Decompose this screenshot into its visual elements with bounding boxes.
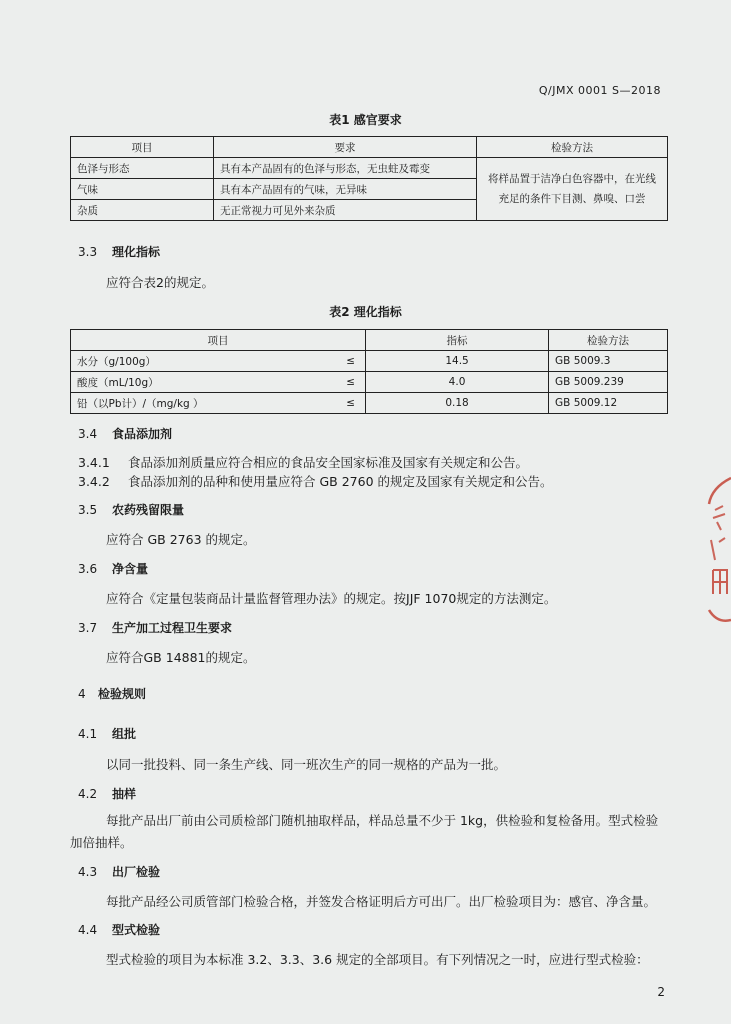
table-cell: 无正常视力可见外来杂质 (214, 200, 477, 221)
table-header-cell: 检验方法 (549, 330, 668, 351)
sensory-requirements-table (70, 136, 668, 221)
paragraph: 应符合 GB 2763 的规定。 (106, 532, 256, 547)
table-header-cell: 项目 (71, 137, 214, 158)
paragraph: 每批产品出厂前由公司质检部门随机抽取样品，样品总量不少于 1kg，供检验和复检备用。型式检验加倍抽样。 (70, 813, 659, 850)
section-heading: 3.5 农药残留限量 (78, 503, 185, 517)
physicochemical-table (70, 329, 668, 414)
table-header-cell: 检验方法 (477, 137, 668, 158)
table-row (71, 372, 668, 393)
table-header-cell: 要求 (214, 137, 477, 158)
paragraph: 每批产品经公司质管部门检验合格，并签发合格证明后方可出厂。出厂检验项目为：感官、净含量。 (106, 894, 657, 909)
section-heading: 3.6 净含量 (78, 562, 149, 576)
table-row (71, 393, 668, 414)
table-cell: 将样品置于洁净白色容器中，在光线充足的条件下目测、鼻嗅、口尝 (477, 158, 668, 221)
section-heading: 4.2 抽样 (78, 787, 137, 801)
table-row (71, 351, 668, 372)
table-cell: ≤ (333, 351, 366, 372)
table-cell: ≤ (333, 393, 366, 414)
table-header-cell: 项目 (71, 330, 366, 351)
paragraph: 以同一批投料、同一条生产线、同一班次生产的同一规格的产品为一批。 (106, 757, 507, 772)
section-heading: 4.4 型式检验 (78, 923, 161, 937)
table-cell: GB 5009.239 (549, 372, 668, 393)
paragraph: 型式检验的项目为本标准 3.2、3.3、3.6 规定的全部项目。有下列情况之一时，应进行型式检验： (106, 952, 649, 967)
table-header-cell: 指标 (366, 330, 549, 351)
table2-caption: 表2 理化指标 (329, 305, 402, 319)
section-heading: 4.3 出厂检验 (78, 865, 161, 879)
paragraph: 3.4.1 食品添加剂质量应符合相应的食品安全国家标准及国家有关规定和公告。 (78, 455, 529, 470)
section-heading: 3.4 食品添加剂 (78, 427, 173, 441)
table-cell: 铅（以Pb计）/（mg/kg ） (71, 393, 334, 414)
table1-caption: 表1 感官要求 (329, 113, 402, 127)
section-heading: 4.1 组批 (78, 727, 137, 741)
table-header-row (71, 330, 668, 351)
section-heading: 3.3 理化指标 (78, 245, 161, 259)
table-cell: 杂质 (71, 200, 214, 221)
table-cell: 14.5 (366, 351, 549, 372)
section-heading: 3.7 生产加工过程卫生要求 (78, 621, 233, 635)
table-cell: 酸度（mL/10g） (71, 372, 334, 393)
table-header-row (71, 137, 668, 158)
table-cell: 色泽与形态 (71, 158, 214, 179)
paragraph: 应符合GB 14881的规定。 (106, 650, 256, 665)
table-row (71, 158, 668, 179)
table-cell: 气味 (71, 179, 214, 200)
page-number: 2 (657, 985, 665, 999)
table-cell: 水分（g/100g） (71, 351, 334, 372)
seal-stamp-fragment (701, 470, 731, 630)
table-cell: GB 5009.3 (549, 351, 668, 372)
table-cell: GB 5009.12 (549, 393, 668, 414)
paragraph: 应符合表2的规定。 (106, 275, 214, 290)
table-cell: 4.0 (366, 372, 549, 393)
table-cell: ≤ (333, 372, 366, 393)
table-cell: 具有本产品固有的气味，无异味 (214, 179, 477, 200)
paragraph: 3.4.2 食品添加剂的品种和使用量应符合 GB 2760 的规定及国家有关规定和公告。 (78, 474, 553, 489)
paragraph: 应符合《定量包装商品计量监督管理办法》的规定。按JJF 1070规定的方法测定。 (106, 591, 557, 606)
standard-number: Q/JMX 0001 S—2018 (538, 84, 661, 97)
section-heading: 4 检验规则 (78, 687, 147, 701)
table-cell: 0.18 (366, 393, 549, 414)
table-cell: 具有本产品固有的色泽与形态，无虫蛀及霉变 (214, 158, 477, 179)
